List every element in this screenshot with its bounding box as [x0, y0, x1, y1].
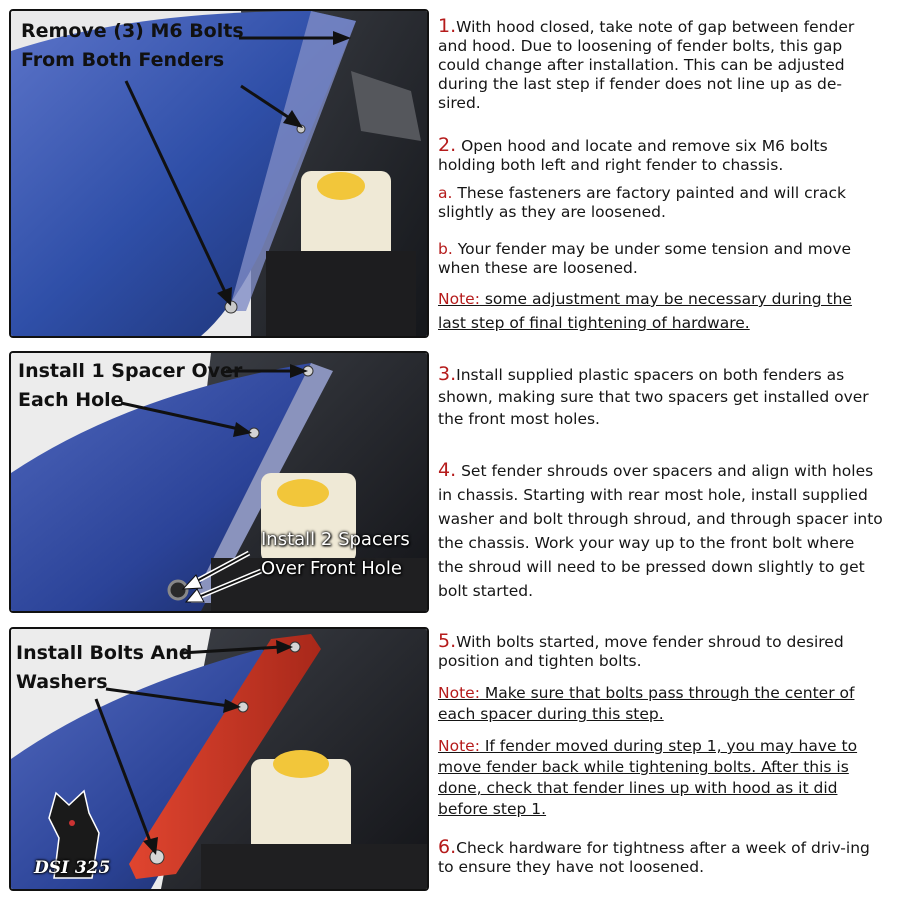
step-4 [438, 458, 883, 603]
step-2-number: 2. [438, 134, 457, 156]
step-2 [438, 136, 883, 175]
step-2-note-text: some adjustment may be necessary during the last step of final tightening of hardware. [438, 290, 852, 332]
step-5-note-1-label: Note: [438, 684, 480, 702]
step-5-text: With bolts started, move fender shroud to desired position and tighten bolts. [438, 633, 844, 670]
callout-two-spacers: Install 2 Spacers Over Front Hole [261, 529, 410, 579]
step-5-note-1 [438, 683, 883, 725]
step-3-text: Install supplied plastic spacers on both fenders as shown, making sure that two spacers get installed over the front most holes. [438, 366, 869, 428]
logo-text: DSI 325 [34, 858, 111, 878]
step-2-note-label: Note: [438, 290, 480, 308]
callout-remove-bolts: Remove (3) M6 Bolts From Both Fenders [21, 20, 244, 71]
photo-install-spacers [9, 351, 429, 613]
callout-one-spacer: Install 1 Spacer Over Each Hole [18, 360, 243, 411]
step-2a [438, 184, 883, 222]
step-6-text: Check hardware for tightness after a week of driv-ing to ensure they have not loosened. [438, 839, 870, 876]
step-2-text: Open hood and locate and remove six M6 bolts holding both left and right fender to chassis. [438, 137, 828, 174]
step-1 [438, 17, 883, 113]
step-3 [438, 363, 883, 430]
photo-remove-bolts [9, 9, 429, 338]
step-2b-prefix: b. [438, 240, 453, 258]
step-4-text: Set fender shrouds over spacers and align with holes in chassis. Starting with rear most hole, install supplied washer and bolt through shroud, and through spacer into the chassis. Work your way up to the front bolt where the shroud will need to be pressed down slightly to get bolt started. [438, 462, 883, 600]
step-5-note-2-label: Note: [438, 737, 480, 755]
step-2a-text: These fasteners are factory painted and will crack slightly as they are loosened. [438, 184, 846, 221]
step-2-note [438, 287, 883, 335]
step-2b-text: Your fender may be under some tension and move when these are loosened. [438, 240, 852, 277]
callout-install-bolts: Install Bolts And Washers [16, 642, 193, 693]
step-5-note-2-text: If fender moved during step 1, you may have to move fender back while tightening bolts. After this is done, check that fender lines up with hood as it did before step 1. [438, 737, 858, 818]
step-5 [438, 632, 883, 671]
step-2b [438, 240, 883, 278]
step-5-note-1-text: Make sure that bolts pass through the center of each spacer during this step. [438, 684, 855, 723]
step-5-note-2 [438, 736, 883, 820]
step-2a-prefix: a. [438, 184, 453, 202]
step-6 [438, 838, 883, 877]
step-4-number: 4. [438, 459, 457, 481]
step-5-number: 5. [438, 630, 457, 652]
step-6-number: 6. [438, 836, 457, 858]
step-1-number: 1. [438, 15, 457, 37]
step-3-number: 3. [438, 363, 457, 385]
step-1-text: With hood closed, take note of gap between fender and hood. Due to loosening of fender bolts, this gap could change after installation. This can be adjusted during the last step if fender does not line up as de-sired. [438, 18, 855, 112]
